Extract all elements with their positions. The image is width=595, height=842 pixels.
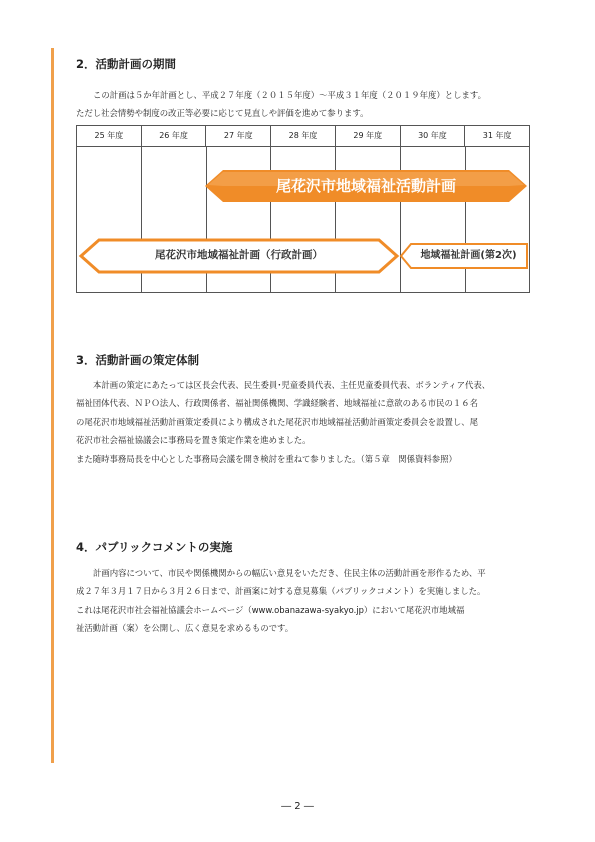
year-cell: 29 年度 bbox=[336, 126, 401, 146]
year-cell: 27 年度 bbox=[206, 126, 271, 146]
second-plan-label: 地域福祉計画(第2次) bbox=[420, 250, 517, 261]
year-cell: 25 年度 bbox=[77, 126, 142, 146]
page-number: ― 2 ― bbox=[281, 801, 314, 812]
section-3-heading: 3．活動計画の策定体制 bbox=[76, 353, 200, 367]
activity-plan-label: 尾花沢市地域福祉活動計画 bbox=[275, 177, 456, 195]
timeline-arrows bbox=[77, 126, 531, 294]
section-4-line-1: 計画内容について、市民や関係機関からの幅広い意見をいただき、住民主体の活動計画を形作るため、平 bbox=[93, 568, 486, 578]
year-cell: 26 年度 bbox=[142, 126, 207, 146]
section-4-line-4: 祉活動計画（案）を公開し、広く意見を求めるものです。 bbox=[76, 623, 294, 634]
year-cell: 28 年度 bbox=[271, 126, 336, 146]
plan-timeline-table bbox=[76, 125, 530, 293]
section-4-line-2: 成２７年３月１７日から３月２６日まで、計画案に対する意見募集（パブリックコメント）を実施しました。 bbox=[76, 586, 486, 597]
section-4-line-3: これは尾花沢市社会福祉協議会ホームページ（www.obanazawa-syakyo.jp）において尾花沢市地域福 bbox=[76, 604, 465, 615]
section-3-line-5: また随時事務局長を中心とした事務局会議を開き検討を重ねて参りました。（第５章 関係資料参照） bbox=[76, 453, 457, 464]
section-3-line-4: 花沢市社会福祉協議会に事務局を置き策定作業を進めました。 bbox=[76, 435, 311, 446]
year-cell: 31 年度 bbox=[482, 131, 512, 140]
section-2-line-1: この計画は５か年計画とし、平成２７年度（２０１５年度）～平成３１年度（２０１９年度）とします。 bbox=[93, 90, 486, 100]
section-4-body bbox=[76, 564, 538, 638]
left-accent-rule bbox=[51, 48, 54, 763]
section-2-line-2: ただし社会情勢や制度の改正等必要に応じて見直しや評価を進めて参ります。 bbox=[76, 108, 369, 119]
admin-plan-label: 尾花沢市地域福祉計画（行政計画） bbox=[155, 249, 323, 261]
section-4-heading: 4．パブリックコメントの実施 bbox=[76, 540, 233, 554]
section-3-line-3: の尾花沢市地域福祉活動計画策定委員により構成された尾花沢市地域福祉活動計画策定委員会を設置し、尾 bbox=[76, 416, 478, 427]
year-cell: 30 年度 bbox=[401, 126, 466, 146]
section-2-body bbox=[76, 86, 538, 123]
section-2-heading: 2．活動計画の期間 bbox=[76, 57, 177, 71]
section-3-line-2: 福祉団体代表、ＮＰＯ法人、行政関係者、福祉関係機関、学識経験者、地域福祉に意欲のある市民の１６名 bbox=[76, 398, 478, 409]
section-3-line-1: 本計画の策定にあたっては区長会代表、民生委員･児童委員代表、主任児童委員代表、ボランティア代表、 bbox=[93, 380, 491, 390]
section-3-body bbox=[76, 376, 538, 468]
